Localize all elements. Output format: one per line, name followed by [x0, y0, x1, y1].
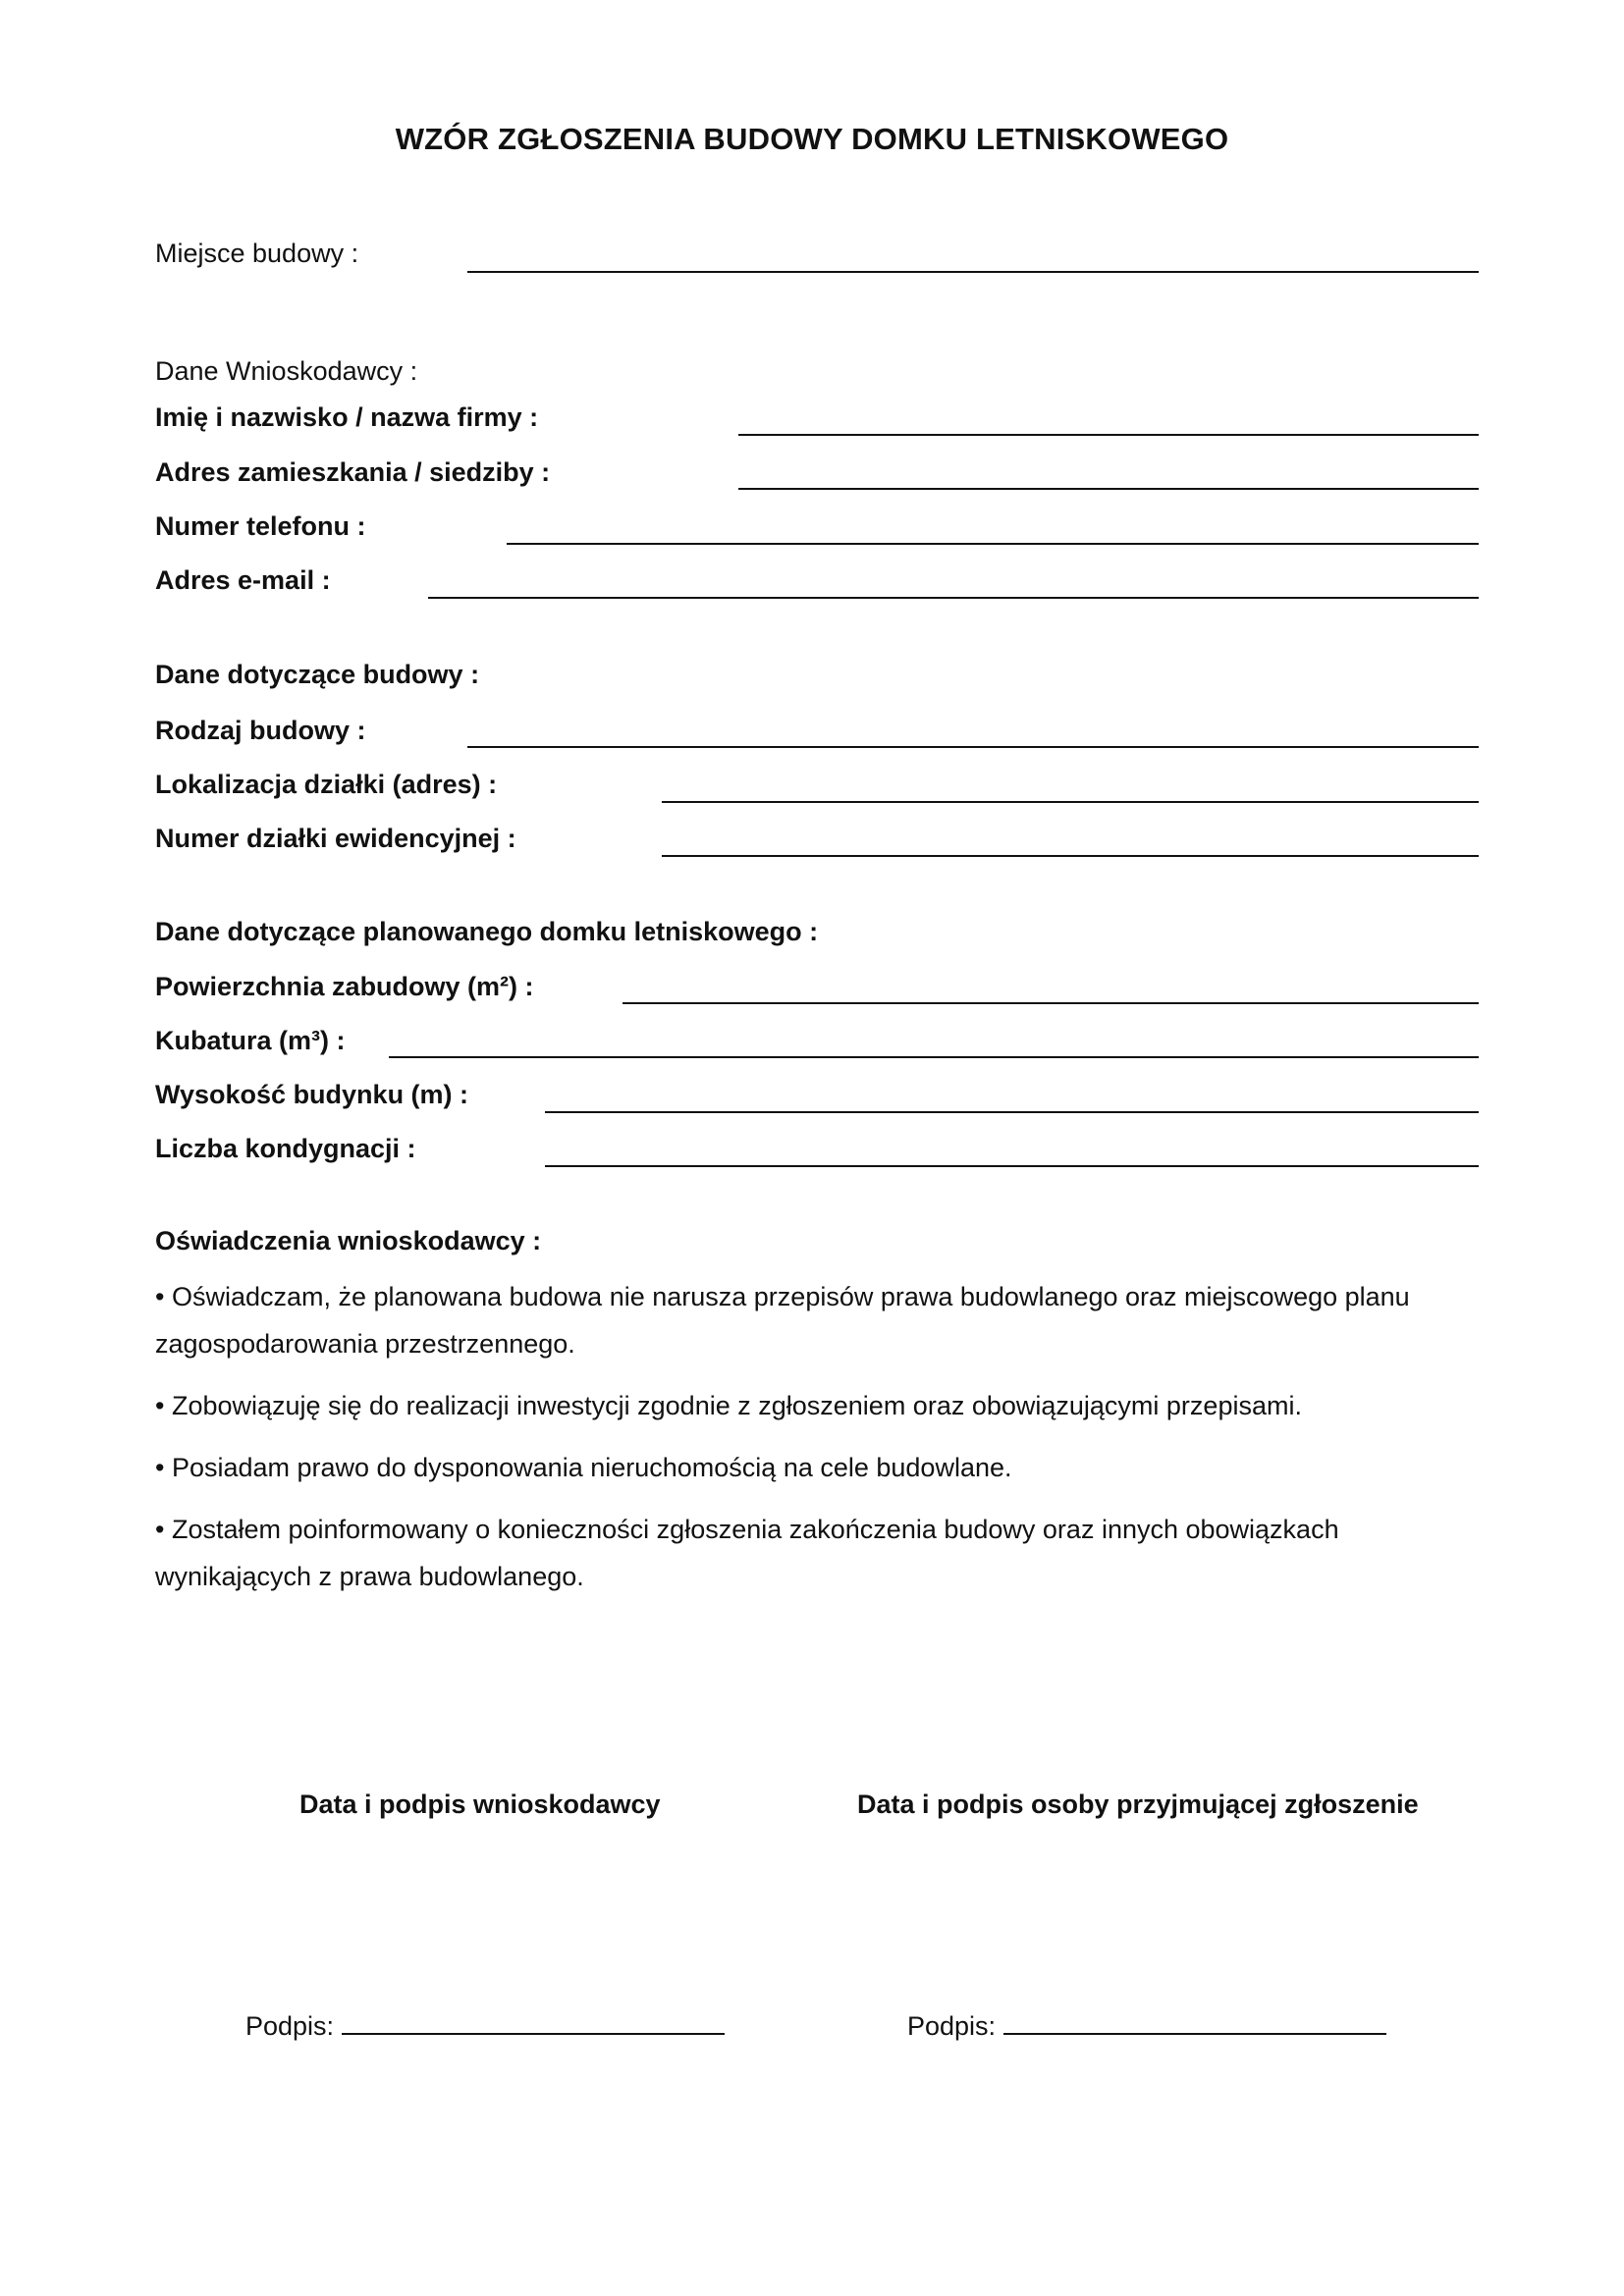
house-heading: Dane dotyczące planowanego domku letniskowego :: [155, 917, 819, 946]
construction-site-label: Miejsce budowy :: [155, 239, 359, 268]
plot-number-field[interactable]: [662, 855, 1479, 857]
address-label: Adres zamieszkania / siedziby :: [155, 457, 551, 487]
construction-heading: Dane dotyczące budowy :: [155, 660, 480, 689]
height-field[interactable]: [545, 1111, 1479, 1113]
area-label: Powierzchnia zabudowy (m²) :: [155, 972, 534, 1001]
declaration-item: • Zostałem poinformowany o konieczności zgłoszenia zakończenia budowy oraz innych obowiązkach wynikających z prawa budowlanego.: [155, 1515, 1339, 1591]
applicant-signature-heading: Data i podpis wnioskodawcy: [299, 1789, 661, 1819]
applicant-heading: Dane Wnioskodawcy :: [155, 356, 418, 386]
address-field[interactable]: [738, 488, 1479, 490]
floors-field[interactable]: [545, 1165, 1479, 1167]
declaration-item: • Posiadam prawo do dysponowania nieruchomością na cele budowlane.: [155, 1453, 1012, 1482]
official-sign-label: Podpis:: [907, 2011, 997, 2041]
plot-location-label: Lokalizacja działki (adres) :: [155, 770, 498, 799]
phone-field[interactable]: [507, 543, 1479, 545]
phone-label: Numer telefonu :: [155, 511, 366, 541]
applicant-signature: [245, 2006, 725, 2046]
area-field[interactable]: [623, 1002, 1479, 1004]
official-signature-heading: Data i podpis osoby przyjmującej zgłoszenie: [857, 1789, 1419, 1819]
height-label: Wysokość budynku (m) :: [155, 1080, 469, 1109]
official-signature-field[interactable]: [1003, 2011, 1386, 2035]
construction-site-field[interactable]: [467, 271, 1479, 273]
name-field[interactable]: [738, 434, 1479, 436]
declaration-item: • Oświadczam, że planowana budowa nie narusza przepisów prawa budowlanego oraz miejscowego planu zagospodarowania przestrzennego.: [155, 1282, 1410, 1359]
applicant-signature-field[interactable]: [342, 2011, 725, 2035]
volume-field[interactable]: [389, 1056, 1479, 1058]
document-title: WZÓR ZGŁOSZENIA BUDOWY DOMKU LETNISKOWEGO: [395, 122, 1229, 156]
applicant-sign-label: Podpis:: [245, 2011, 335, 2041]
plot-location-field[interactable]: [662, 801, 1479, 803]
construction-type-label: Rodzaj budowy :: [155, 716, 366, 745]
declarations-heading: Oświadczenia wnioskodawcy :: [155, 1226, 542, 1255]
volume-label: Kubatura (m³) :: [155, 1026, 346, 1055]
floors-label: Liczba kondygnacji :: [155, 1134, 416, 1163]
official-signature: [907, 2006, 1386, 2046]
construction-type-field[interactable]: [467, 746, 1479, 748]
email-label: Adres e-mail :: [155, 565, 331, 595]
plot-number-label: Numer działki ewidencyjnej :: [155, 824, 516, 853]
name-label: Imię i nazwisko / nazwa firmy :: [155, 402, 539, 432]
email-field[interactable]: [428, 597, 1479, 599]
declaration-item: • Zobowiązuję się do realizacji inwestycji zgodnie z zgłoszeniem oraz obowiązującymi przepisami.: [155, 1391, 1302, 1420]
